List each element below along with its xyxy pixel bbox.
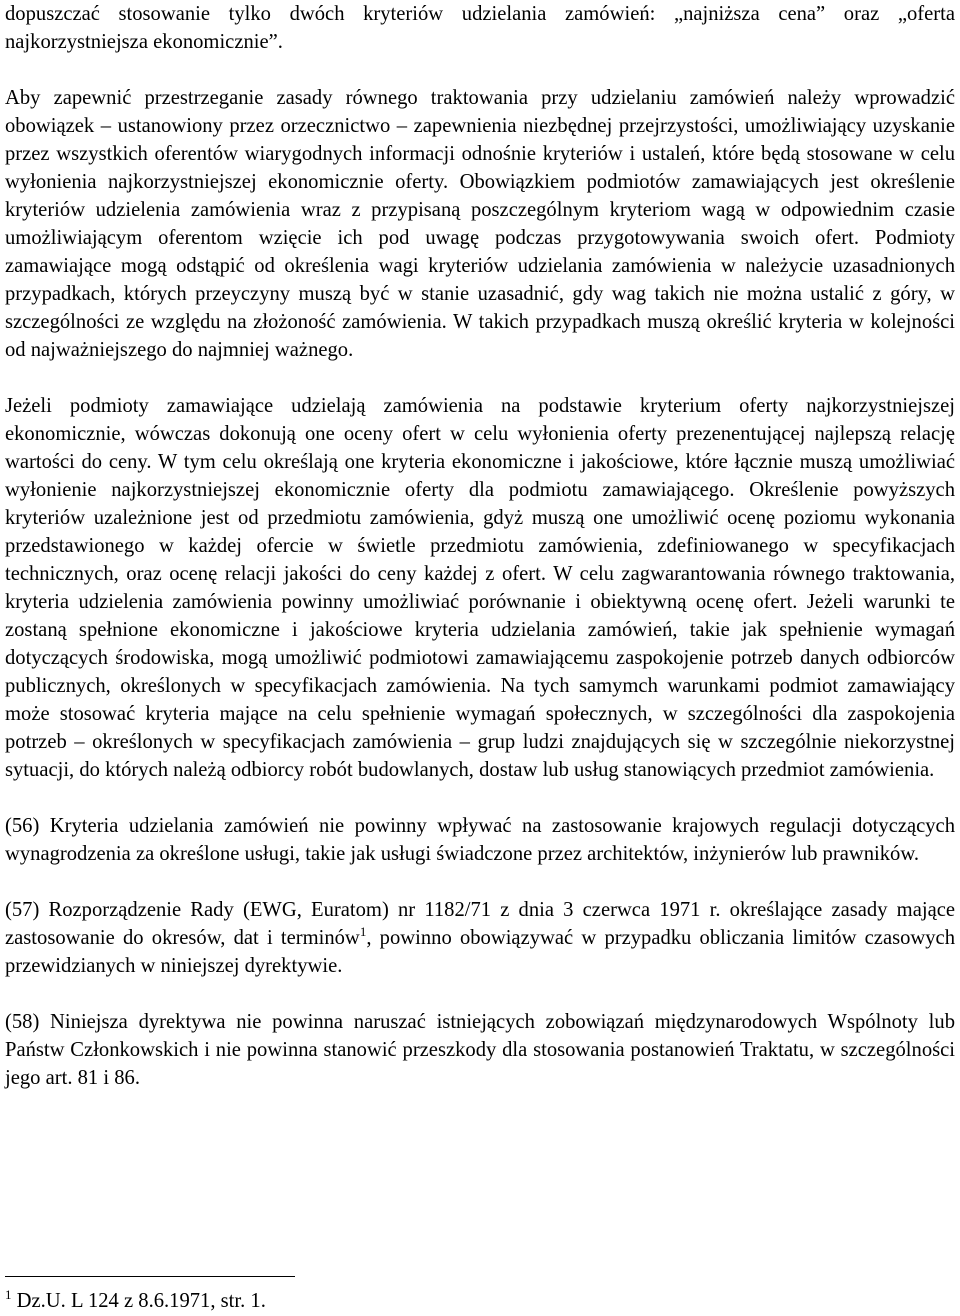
paragraph-recital-58: (58) Niniejsza dyrektywa nie powinna naruszać istniejących zobowiązań międzynarodowych Wspólnoty lub Państw Członkowskich i nie powinna stanowić przeszkody dla stosowania postanowień Traktatu, w szczególności jego art. 81 i 86. — [5, 1011, 955, 1089]
paragraph-criteria-continuation: dopuszczać stosowanie tylko dwóch kryteriów udzielania zamówień: „najniższa cena” oraz „oferta najkorzystniejsza ekonomicznie”. — [5, 3, 955, 53]
footnote — [5, 1287, 266, 1315]
paragraph-economic-criteria: Jeżeli podmioty zamawiające udzielają zamówienia na podstawie kryterium oferty najkorzystniejszej ekonomicznie, wówczas dokonują one oceny ofert w celu wyłonienia oferty prezenentującej najlepszą relację wartości do ceny. W tym celu określają one kryteria ekonomiczne i jakościowe, które łącznie muszą umożliwiać wyłonienie najkorzystniejszej ekonomicznie oferty dla podmiotu zamawiającego. Określenie powyższych kryteriów uzależnione jest od przedmiotu zamówienia, gdyż muszą one umożliwić ocenę poziomu wykonania przedstawionego w każdej ofercie w świetle przedmiotu zamówienia, zdefiniowanego w specyfikacjach technicznych, oraz ocenę relacji jakości do ceny każdej z ofert. W celu zagwarantowania równego traktowania, kryteria udzielenia zamówienia powinny umożliwiać porównanie i obiektywną ocenę ofert. Jeżeli warunki te zostaną spełnione ekonomiczne i jakościowe kryteria udzielania zamówień, takie jak spełnienie wymagań dotyczących środowiska, mogą umożliwić podmiotowi zamawiającemu zaspokojenie potrzeb danych odbiorców publicznych, określonych w specyfikacjach zamówienia. Na tych samymch warunkami podmiot zamawiający może stosować kryteria mające na celu spełnienie wymagań społecznych, w szczególności dla zaspokojenia potrzeb – określonych w specyfikacjach zamówienia – grup ludzi znajdujących się w szczególnie niekorzystnej sytuacji, do których należą odbiorcy robót budowlanych, dostaw lub usług stanowiących przedmiot zamówienia. — [5, 395, 955, 781]
paragraph-equal-treatment: Aby zapewnić przestrzeganie zasady równego traktowania przy udzielaniu zamówień należy wprowadzić obowiązek – ustanowiony przez orzecznictwo – zapewnienia niezbędnej przejrzystości, umożliwiający uzyskanie przez wszystkich oferentów wiarygodnych informacji odnośnie kryteriów i ustaleń, które będą stosowane w celu wyłonienia najkorzystniejszej ekonomicznie oferty. Obowiązkiem podmiotów zamawiających jest określenie kryteriów udzielenia zamówienia wraz z przypisaną poszczególnym kryteriom wagą w odpowiednim czasie umożliwiającym oferentom wzięcie ich pod uwagę podczas przygotowywania swoich ofert. Podmioty zamawiające mogą odstąpić od określenia wagi kryteriów udzielania zamówienia w należycie uzasadnionych przypadkach, których przeyczyny muszą być w stanie uzasadnić, gdy wag takich nie można ustalić z góry, w szczególności ze względu na złożoność zamówienia. W takich przypadkach muszą określić kryteria w kolejności od najważniejszego do najmniej ważnego. — [5, 87, 955, 361]
footnote-text: Dz.U. L 124 z 8.6.1971, str. 1. — [11, 1290, 266, 1312]
paragraph-gap — [5, 364, 955, 392]
paragraph-gap — [5, 784, 955, 812]
footnote-divider — [5, 1276, 295, 1277]
recital-57-text-before: (57) Rozporządzenie Rady (EWG, Euratom) nr 1182/71 z dnia 3 czerwca 1971 r. określające zasady mające zastosowanie do okresów, dat i terminów — [5, 899, 955, 949]
paragraph-gap — [5, 980, 955, 1008]
document-page — [5, 0, 955, 1092]
footnote-reference[interactable]: 1 — [359, 924, 367, 940]
paragraph-gap — [5, 56, 955, 84]
recital-57-text-after: , powinno obowiązywać w przypadku obliczania limitów czasowych przewidzianych w niniejszej dyrektywie. — [5, 927, 955, 977]
paragraph-recital-57 — [5, 896, 955, 980]
paragraph-recital-56: (56) Kryteria udzielania zamówień nie powinny wpływać na zastosowanie krajowych regulacji dotyczących wynagrodzenia za określone usługi, takie jak usługi świadczone przez architektów, inżynierów lub prawników. — [5, 815, 955, 865]
paragraph-gap — [5, 868, 955, 896]
footnote-number: 1 — [5, 1287, 12, 1303]
